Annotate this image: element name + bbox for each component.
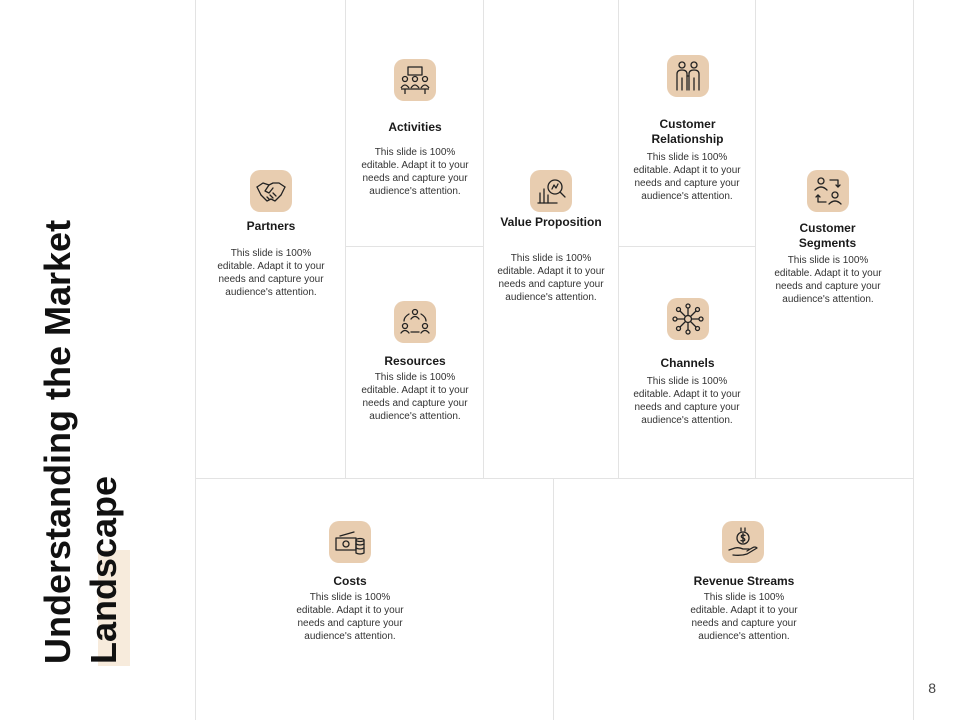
team-cycle-icon	[394, 301, 436, 343]
analysis-magnifier-icon	[530, 170, 572, 212]
cell-title: Costs	[333, 574, 367, 588]
grid-line	[755, 0, 756, 478]
network-hub-icon	[667, 298, 709, 340]
page-number: 8	[928, 680, 936, 696]
cell-title: Channels	[660, 356, 715, 370]
grid-line	[195, 478, 913, 479]
people-pair-icon	[667, 55, 709, 97]
slide-title: Understanding the Market Landscape	[37, 219, 124, 664]
cell-description: This slide is 100% editable. Adapt it to your needs and capture your audience's attention.	[633, 152, 741, 202]
cell-title: Customer Segments	[798, 221, 857, 250]
cash-coins-icon	[329, 521, 371, 563]
cell-description: This slide is 100% editable. Adapt it to your needs and capture your audience's attention.	[361, 372, 469, 422]
cell-title: Activities	[388, 120, 442, 134]
grid-line	[483, 0, 484, 478]
cell-description: This slide is 100% editable. Adapt it to your needs and capture your audience's attention.	[690, 592, 798, 642]
handshake-icon	[250, 170, 292, 212]
cell-title: Resources	[384, 354, 446, 368]
cell-description: This slide is 100% editable. Adapt it to your needs and capture your audience's attention.	[296, 592, 404, 642]
grid-line	[913, 0, 914, 720]
title-block	[0, 0, 195, 720]
grid-line	[345, 246, 483, 247]
grid-line	[618, 0, 619, 478]
cell-description: This slide is 100% editable. Adapt it to your needs and capture your audience's attention.	[633, 376, 741, 426]
grid-line	[345, 0, 346, 478]
cell-description: This slide is 100% editable. Adapt it to your needs and capture your audience's attention.	[774, 255, 882, 305]
cell-description: This slide is 100% editable. Adapt it to your needs and capture your audience's attention.	[497, 253, 605, 303]
cell-title: Partners	[246, 219, 296, 233]
meeting-icon	[394, 59, 436, 101]
cell-title: Value Proposition	[500, 215, 602, 229]
grid-line	[553, 478, 554, 720]
cell-title: Customer Relationship	[651, 117, 724, 146]
cell-title: Revenue Streams	[693, 574, 795, 588]
cell-description: This slide is 100% editable. Adapt it to your needs and capture your audience's attention.	[217, 248, 325, 298]
hand-dollar-icon	[722, 521, 764, 563]
cell-description: This slide is 100% editable. Adapt it to your needs and capture your audience's attention.	[361, 147, 469, 197]
user-exchange-icon	[807, 170, 849, 212]
grid-line	[195, 0, 196, 720]
grid-line	[618, 246, 755, 247]
